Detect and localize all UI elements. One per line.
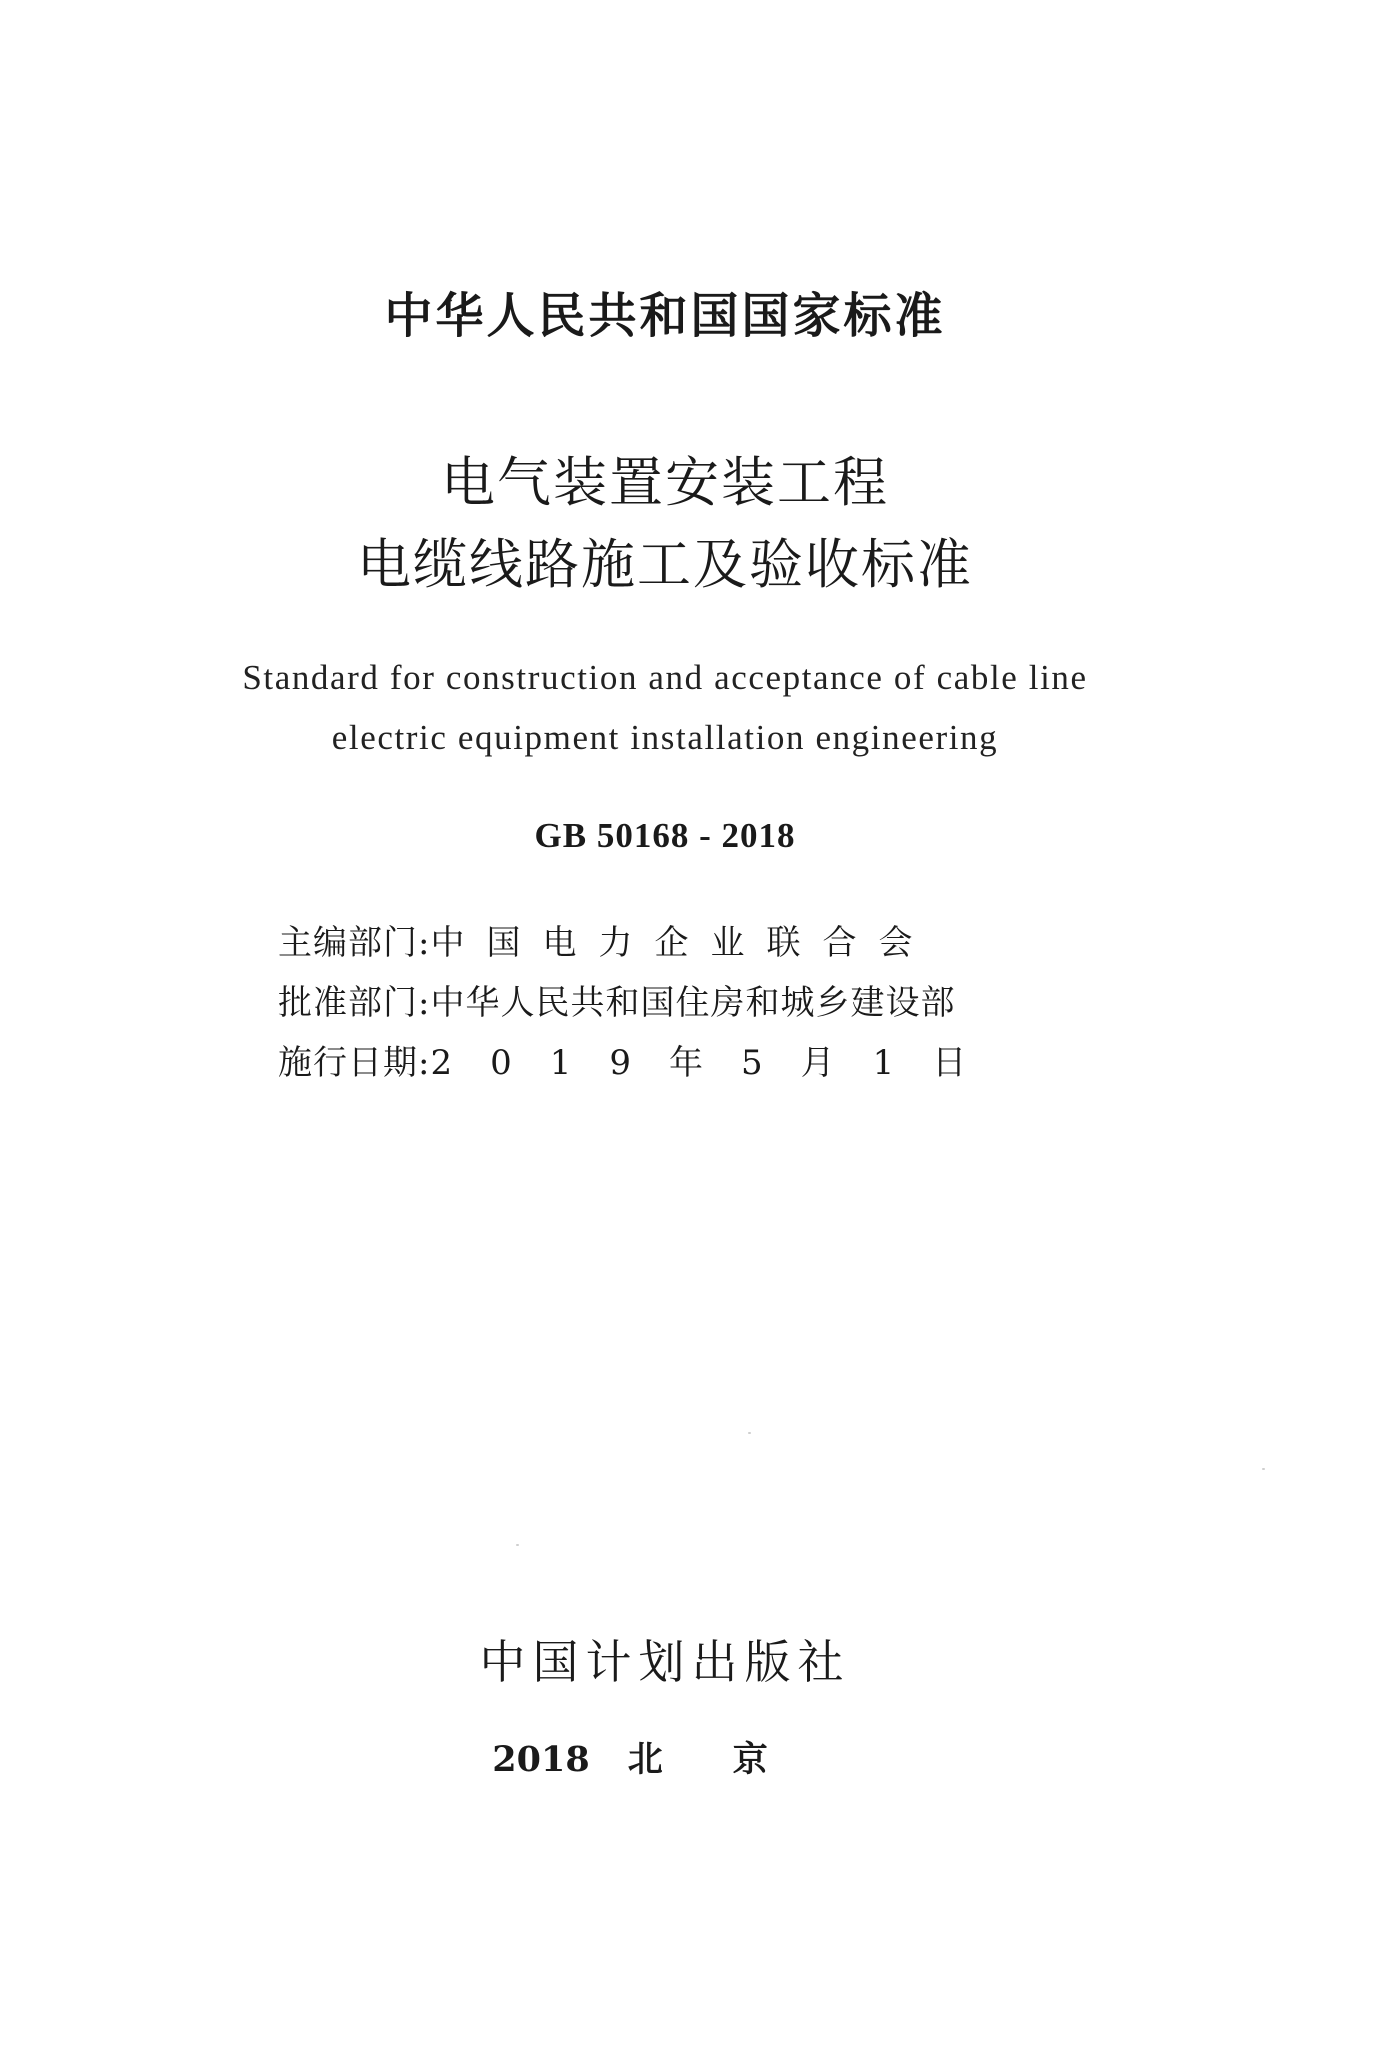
metadata-value: 2019年5月1日	[430, 1043, 1005, 1083]
publication-year: 2018	[492, 1739, 590, 1780]
metadata-label: 批准部门:	[278, 983, 431, 1023]
metadata-value: 中国电力企业联合会	[430, 923, 935, 963]
standard-series-heading: 中华人民共和国国家标准	[384, 288, 946, 344]
scan-speck	[748, 1432, 751, 1434]
metadata-row-effective-date	[278, 1038, 1078, 1088]
metadata-row-approval	[278, 978, 1078, 1028]
scan-speck	[516, 1544, 519, 1546]
metadata-label: 施行日期:	[278, 1043, 431, 1083]
scan-speck	[1262, 1468, 1265, 1470]
metadata-label: 主编部门:	[278, 923, 431, 963]
title-line-2: 电缆线路施工及验收标准	[357, 533, 973, 596]
publication-place-year	[0, 1736, 1330, 1784]
title-line-1: 电气装置安装工程	[441, 451, 889, 514]
english-title-line-2: electric equipment installation engineering	[331, 718, 999, 757]
english-title-line-1: Standard for construction and acceptance of cable line	[242, 658, 1088, 697]
standard-code: GB 50168 - 2018	[534, 816, 796, 855]
metadata-row-chief-editor	[278, 918, 1078, 968]
publication-city: 北京	[627, 1739, 838, 1780]
metadata-value: 中华人民共和国住房和城乡建设部	[430, 983, 956, 1023]
publisher-name: 中国计划出版社	[479, 1635, 851, 1689]
